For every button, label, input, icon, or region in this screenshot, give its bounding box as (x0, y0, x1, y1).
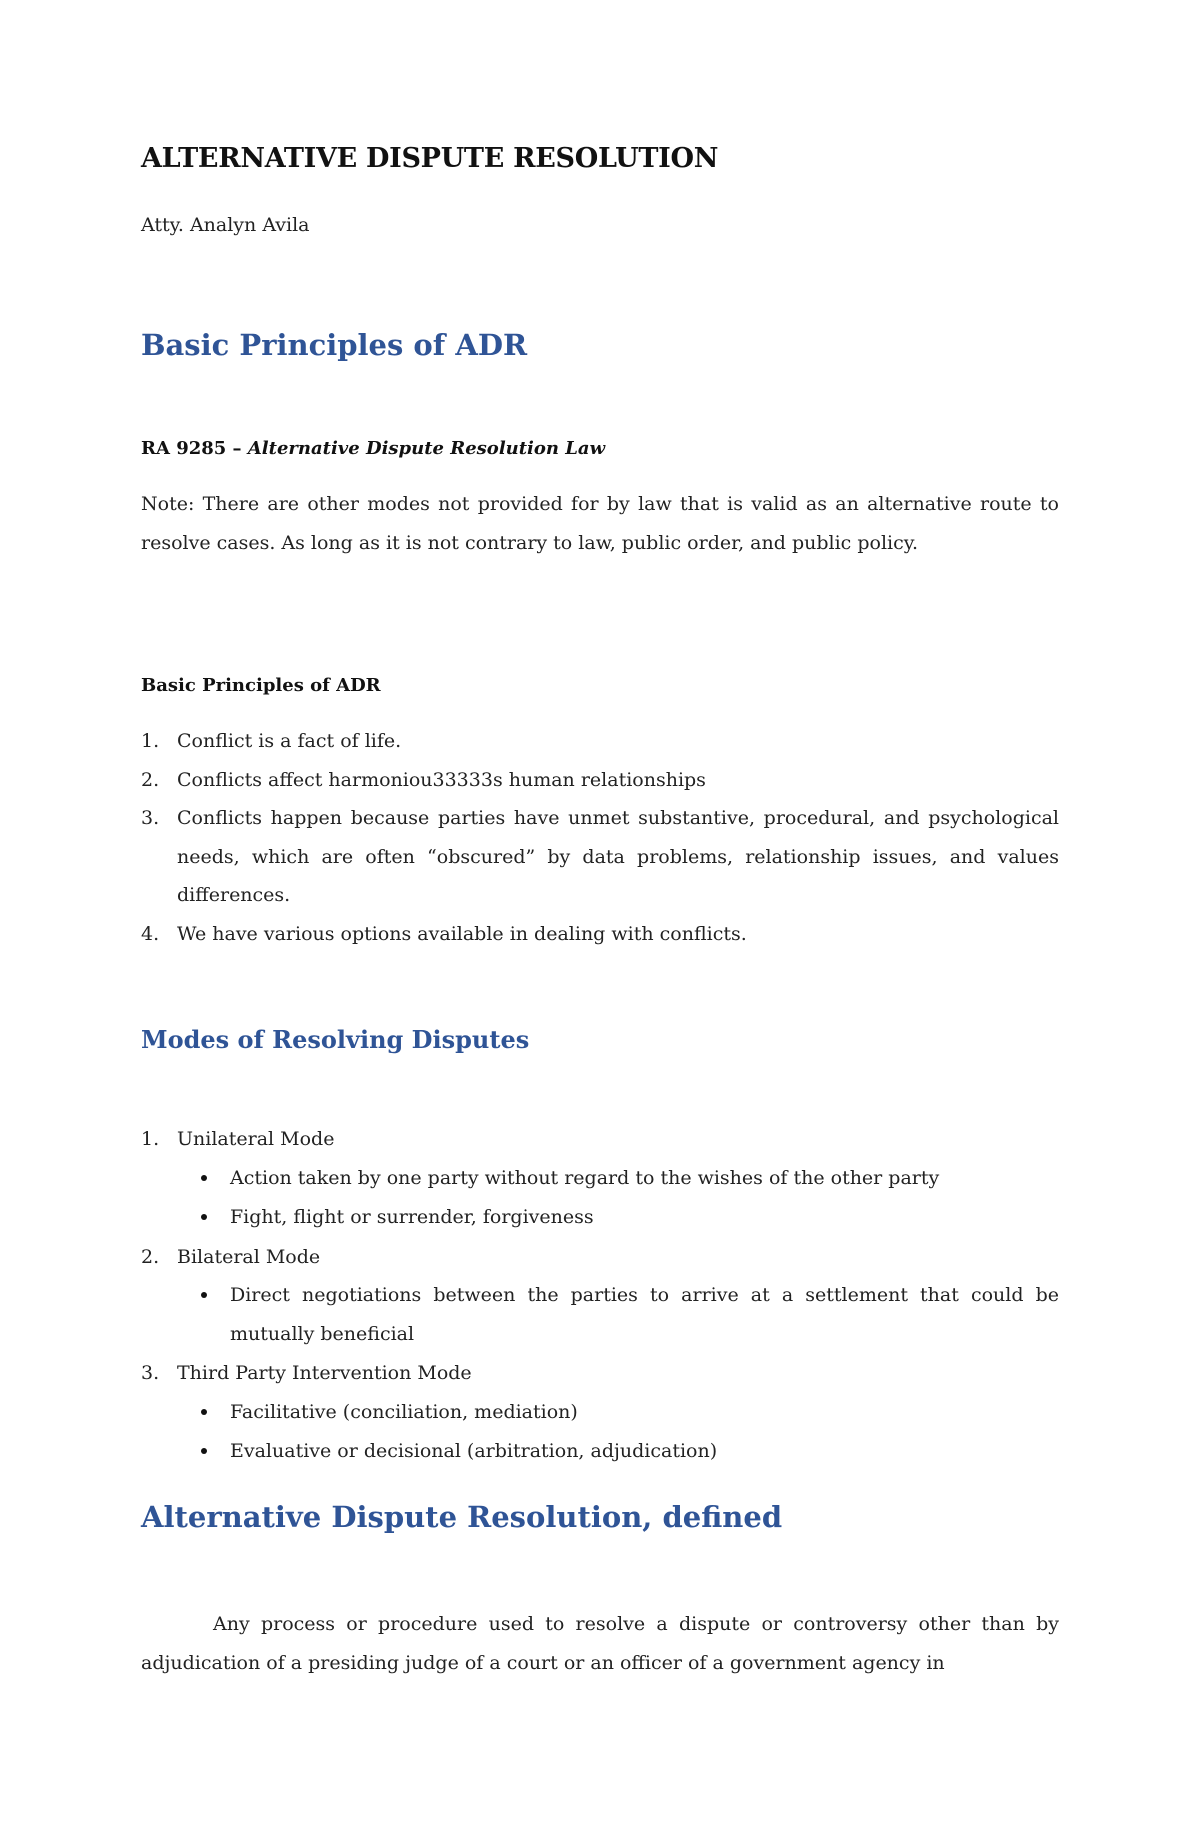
principle-text: We have various options available in dealing with conflicts. (177, 922, 747, 945)
bullet-item: Facilitative (conciliation, mediation) (177, 1393, 1059, 1432)
principle-text: Conflicts happen because parties have unmet substantive, procedural, and psychological needs, which are often “obscured” by data problems, relationship issues, and values differences. (177, 807, 1059, 906)
mode-bullets (177, 1276, 1059, 1353)
law-name: Alternative Dispute Resolution Law (247, 438, 606, 459)
mode-bullets (177, 1159, 1059, 1237)
principles-list (141, 722, 1059, 953)
mode-label: Bilateral Mode (177, 1245, 321, 1268)
heading-adr-defined: Alternative Dispute Resolution, defined (141, 1500, 783, 1534)
mode-item (141, 1354, 1059, 1471)
principles-subheading: Basic Principles of ADR (141, 675, 381, 696)
principle-item (141, 761, 1059, 800)
mode-item (141, 1238, 1059, 1354)
modes-list (141, 1120, 1059, 1472)
author-line: Atty. Analyn Avila (141, 214, 310, 236)
bullet-item: Evaluative or decisional (arbitration, adjudication) (177, 1432, 1059, 1471)
principle-text: Conflict is a fact of life. (177, 730, 402, 752)
list-number: 2. (141, 768, 160, 791)
heading-modes: Modes of Resolving Disputes (141, 1025, 530, 1054)
list-number: 4. (141, 922, 160, 945)
principle-item (141, 722, 1059, 761)
principle-item (141, 799, 1059, 915)
mode-label: Third Party Intervention Mode (177, 1362, 472, 1384)
list-number: 3. (141, 1362, 160, 1384)
list-number: 1. (141, 1128, 160, 1150)
mode-bullets (177, 1393, 1059, 1471)
principle-text: Conflicts affect harmoniou33333s human relationships (177, 768, 706, 791)
principle-item (141, 915, 1059, 954)
heading-basic-principles: Basic Principles of ADR (141, 328, 528, 362)
mode-label: Unilateral Mode (177, 1128, 335, 1150)
bullet-item: Direct negotiations between the parties to arrive at a settlement that could be mutually beneficial (177, 1276, 1059, 1353)
law-number: RA 9285 – (141, 438, 242, 459)
document-title: ALTERNATIVE DISPUTE RESOLUTION (141, 143, 719, 174)
bullet-item: Fight, flight or surrender, forgiveness (177, 1198, 1059, 1237)
definition-paragraph: Any process or procedure used to resolve a dispute or controversy other than by adjudication of a presiding judge of a court or an officer of a government agency in (141, 1613, 1059, 1674)
list-number: 3. (141, 807, 160, 829)
list-number: 1. (141, 730, 160, 752)
bullet-item: Action taken by one party without regard to the wishes of the other party (177, 1159, 1059, 1198)
list-number: 2. (141, 1245, 160, 1268)
law-reference (141, 438, 605, 459)
mode-item (141, 1120, 1059, 1237)
note-paragraph: Note: There are other modes not provided for by law that is valid as an alternative route to resolve cases. As long as it is not contrary to law, public order, and public policy. (141, 493, 1059, 554)
